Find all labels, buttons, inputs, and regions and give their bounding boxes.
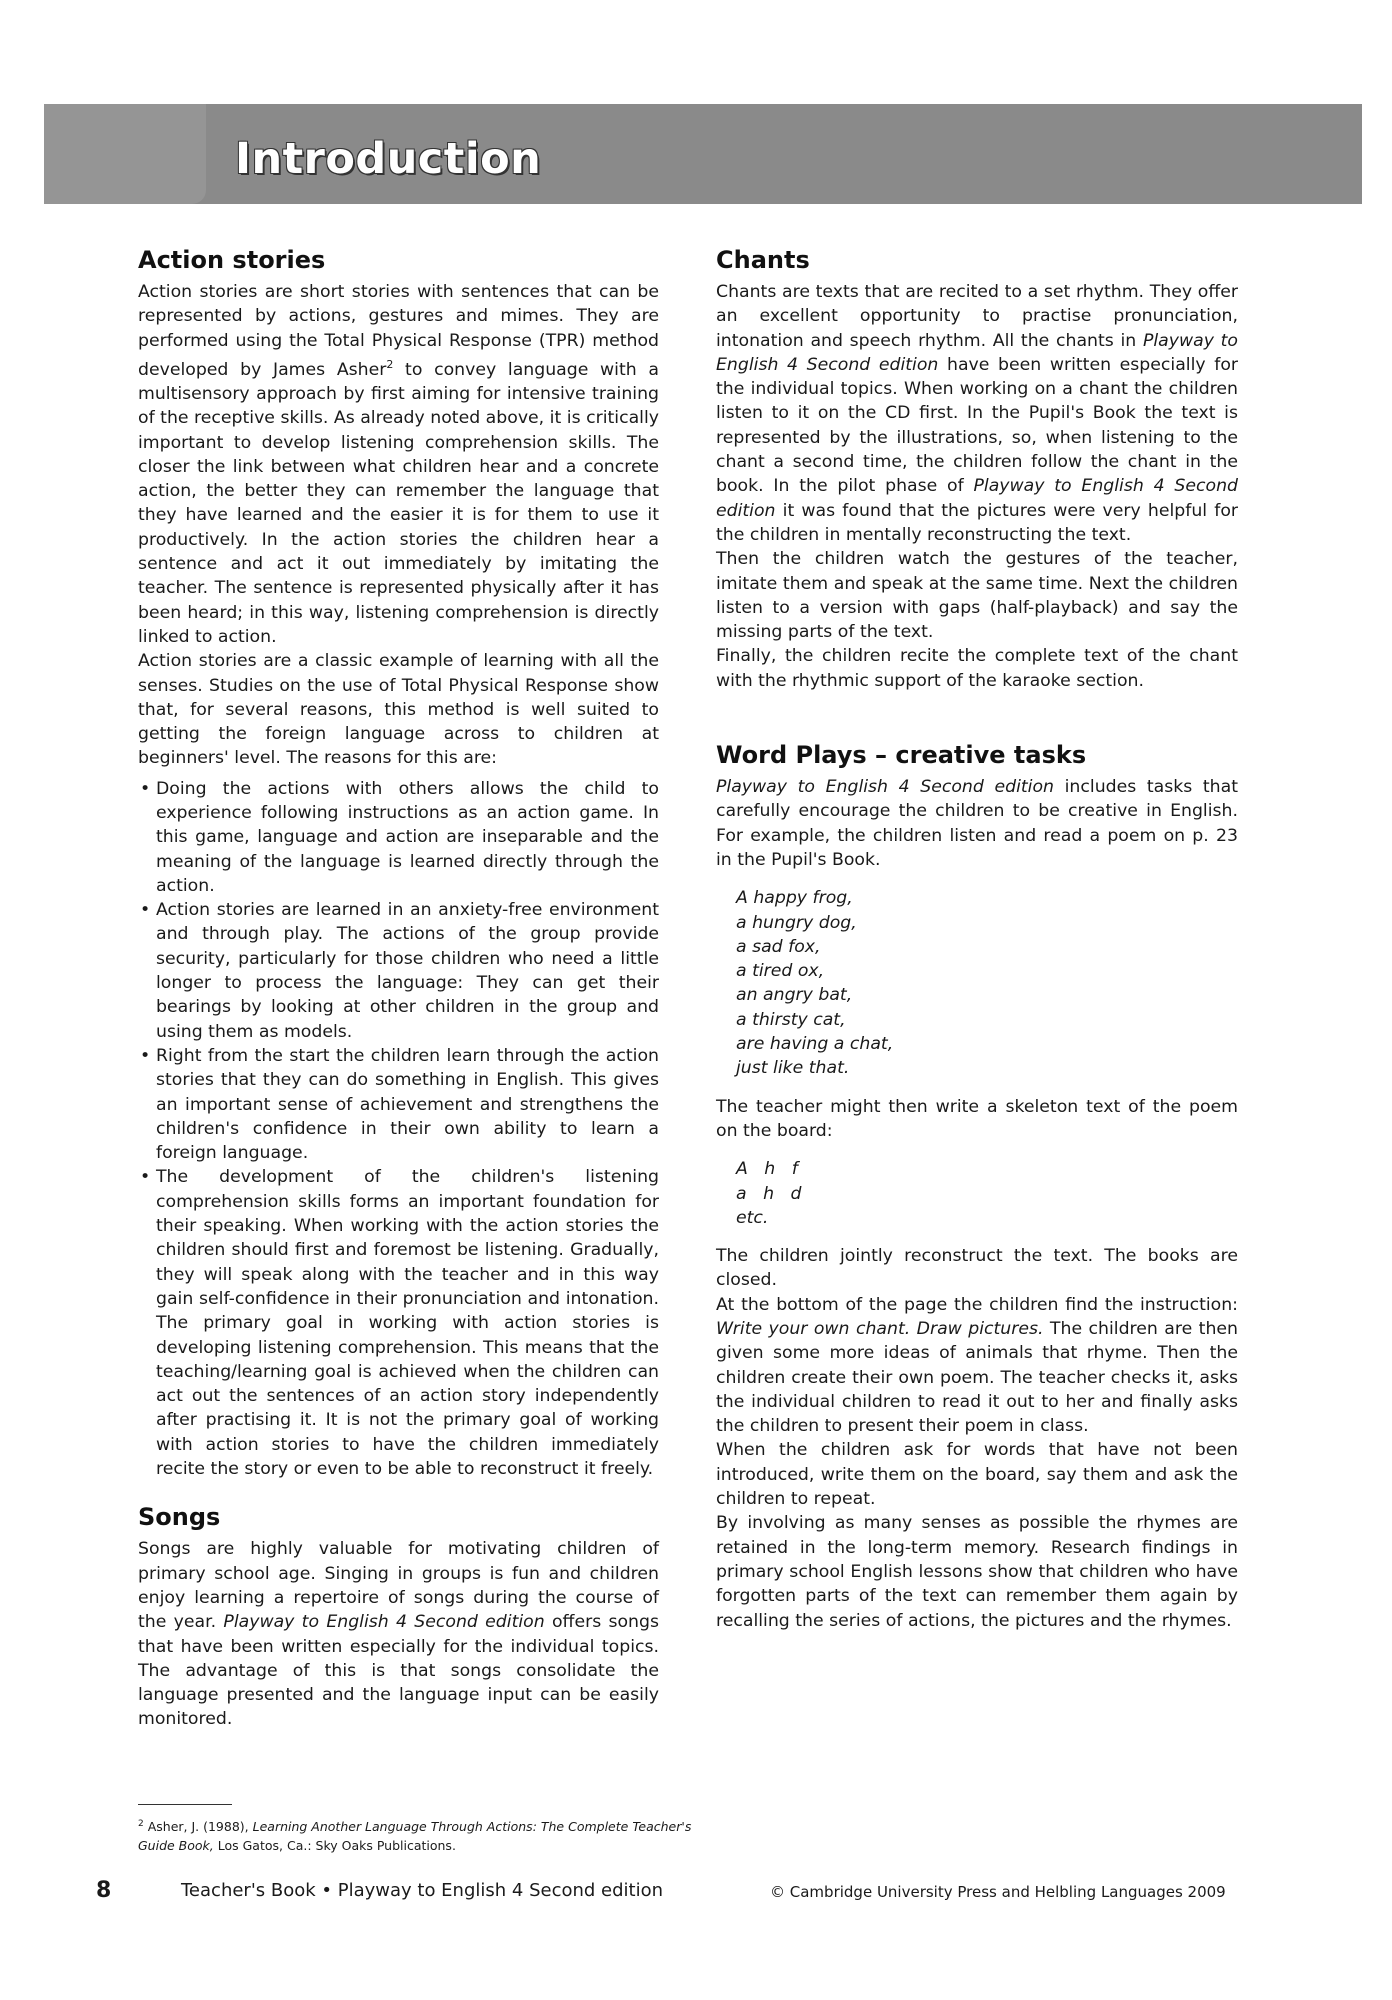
section-action-stories — [138, 246, 659, 1481]
senses-para: By involving as many senses as possible the rhymes are retained in the long-term memory. Research findings in primary school English lessons show that children who have forgotten parts of the text can remember them again by recalling the series of actions, the pictures and the rhymes. — [716, 1513, 1238, 1631]
skeleton-line: a h d — [736, 1183, 802, 1204]
poem-line: an angry bat, — [736, 985, 853, 1006]
chants-heading: Chants — [716, 246, 810, 274]
copyright: © Cambridge University Press and Helbling Languages 2009 — [770, 1883, 1226, 1901]
word-plays-heading: Word Plays – creative tasks — [716, 741, 1087, 770]
poem-line: a thirsty cat, — [736, 1009, 846, 1030]
skeleton-text — [736, 1157, 1238, 1230]
instruction-para: At the bottom of the page the children find the instruction: Write your own chant. Draw pictures. The children are then given some more ideas of animals that rhyme. Then the children create their own poem. The teacher checks it, asks the individual children to read it out to her and finally asks the children to present their poem in class. — [716, 1294, 1238, 1437]
skeleton-line: A h f — [736, 1159, 798, 1180]
chants-para3: Finally, the children recite the complete text of the chant with the rhythmic support of the karaoke section. — [716, 646, 1238, 691]
songs-para: Songs are highly valuable for motivating children of primary school age. Singing in groups is fun and children enjoy learning a repertoire of songs during the course of the year. Playway to English 4 Second edition offers songs that have been written especially for the individual topics. The advantage of this is that songs consolidate the language presented and the language input can be easily monitored. — [138, 1539, 659, 1730]
songs-heading: Songs — [138, 1503, 221, 1532]
reasons-list — [138, 777, 659, 1482]
poem-line: A happy frog, — [736, 888, 853, 909]
poem-line: are having a chat, — [736, 1034, 894, 1055]
action-stories-heading: Action stories — [138, 246, 326, 274]
left-column — [138, 246, 659, 1732]
page-number: 8 — [96, 1878, 112, 1903]
header-tab — [44, 104, 206, 204]
footnote-marker: 2 — [138, 1819, 144, 1829]
list-item: • Action stories are learned in an anxiety-free environment and through play. The actions of the group provide security, particularly for those children who need a little longer to process the language: They can get their bearings by looking at other children in the group and using them as models. — [156, 898, 659, 1044]
footnote: $^2$ Asher, J. (1988), Learning Another Language Through Actions: The Complete Teacher's Guide Book, Los Gatos, Ca.: Sky Oaks Publications. — [138, 1819, 692, 1854]
footnote-divider — [138, 1804, 232, 1805]
section-chants — [716, 246, 1238, 693]
book-title: Teacher's Book • Playway to English 4 Second edition — [181, 1880, 664, 1901]
list-item: • Doing the actions with others allows the child to experience following instructions as an action game. In this game, language and action are inseparable and the meaning of the language is learned directly through the action. — [156, 777, 659, 898]
poem — [736, 886, 1238, 1080]
chants-para1: Chants are texts that are recited to a set rhythm. They offer an excellent opportunity to practise pronunciation, intonation and speech rhythm. All the chants in Playway to English 4 Second edition have been written especially for the individual topics. When working on a chant the children listen to it on the CD first. In the Pupil's Book the text is represented by the illustrations, so, when listening to the chant a second time, the children follow the chant in the book. In the pilot phase of Playway to English 4 Second edition it was found that the pictures were very helpful for the children in mentally reconstructing the text. — [716, 282, 1239, 545]
poem-line: a hungry dog, — [736, 912, 857, 933]
section-word-plays — [716, 741, 1238, 1633]
page-title: Introduction — [235, 134, 542, 184]
skeleton-line: etc. — [736, 1207, 769, 1228]
poem-line: just like that. — [736, 1058, 850, 1079]
action-stories-para2: Action stories are a classic example of learning with all the senses. Studies on the use of Total Physical Response show that, for several reasons, this method is well suited to getting the foreign language across to children at beginners' level. The reasons for this are: — [138, 651, 659, 769]
action-stories-para1: Action stories are short stories with sentences that can be represented by actions, gestures and mimes. They are performed using the Total Physical Response (TPR) method developed by James Asher$^2$ to convey language with a multisensory approach by first aiming for intensive training of the receptive skills. As already noted above, it is critically important to develop listening comprehension skills. The closer the link between what children hear and a concrete action, the better they can remember the language that they have learned and the easier it is for them to use it productively. In the action stories the children hear a sentence and act it out immediately by imitating the teacher. The sentence is represented physically after it has been heard; in this way, listening comprehension is directly linked to action. — [138, 282, 659, 647]
footnote-ref: 2 — [386, 357, 394, 371]
reconstruct-para: The children jointly reconstruct the text. The books are closed. — [716, 1246, 1238, 1291]
list-item: • Right from the start the children learn through the action stories that they can do something in English. This gives an important sense of achievement and strengthens the children's confidence in their own ability to learn a foreign language. — [156, 1044, 659, 1165]
right-column — [716, 246, 1238, 1633]
skeleton-intro: The teacher might then write a skeleton text of the poem on the board: — [716, 1096, 1238, 1141]
list-item: • The development of the children's listening comprehension skills forms an important foundation for their speaking. When working with the action stories the children should first and foremost be listening. Gradually, they will speak along with the teacher and in this way gain self-confidence in their pronunciation and intonation. The primary goal in working with action stories is developing listening comprehension. This means that the teaching/learning goal is achieved when the children can act out the sentences of an action story independently after practising it. It is not the primary goal of working with action stories to have the children immediately recite the story or even to be able to reconstruct it freely. — [156, 1165, 659, 1481]
section-songs — [138, 1503, 659, 1731]
words-para: When the children ask for words that have not been introduced, write them on the board, say them and ask the children to repeat. — [716, 1440, 1238, 1510]
poem-line: a sad fox, — [736, 936, 821, 957]
poem-line: a tired ox, — [736, 961, 825, 982]
word-plays-intro: Playway to English 4 Second edition includes tasks that carefully encourage the children to be creative in English. For example, the children listen and read a poem on p. 23 in the Pupil's Book. — [716, 777, 1238, 870]
chants-para2: Then the children watch the gestures of the teacher, imitate them and speak at the same time. Next the children listen to a version with gaps (half-playback) and say the missing parts of the text. — [716, 549, 1238, 643]
